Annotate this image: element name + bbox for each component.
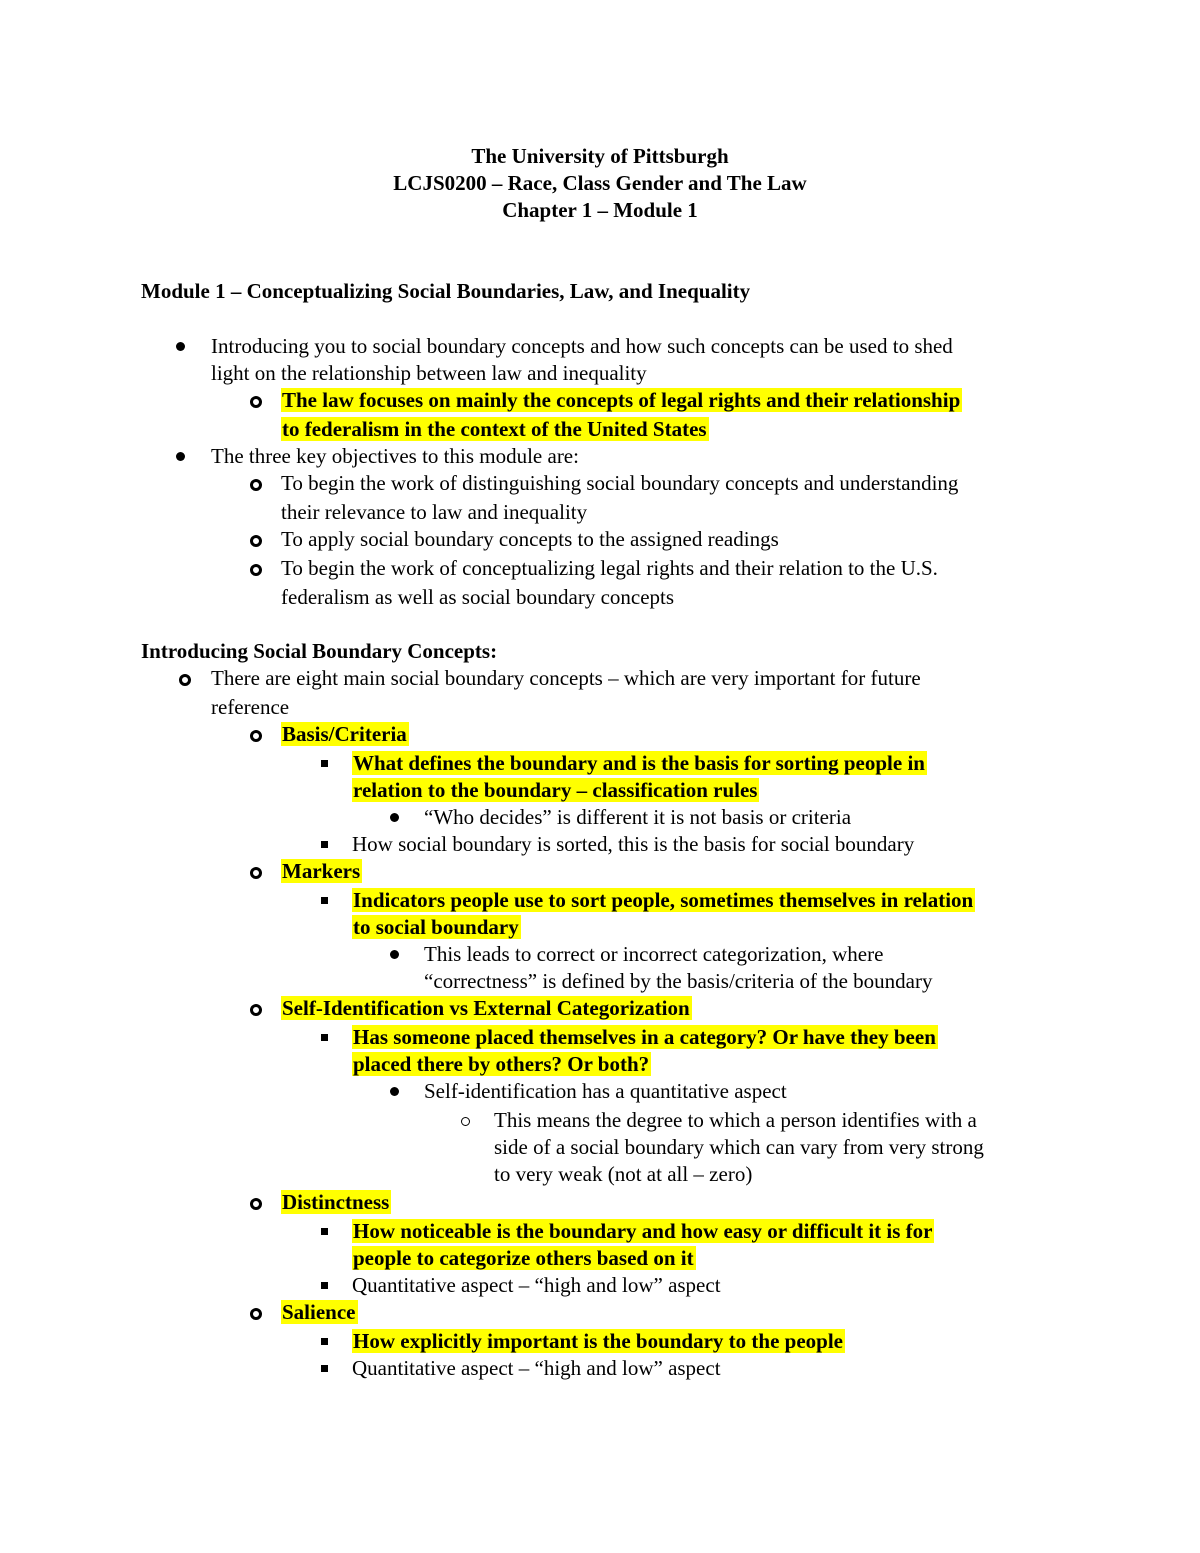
overview-item-1-line-1: Introducing you to social boundary concepts and how such concepts can be used to shed — [211, 334, 953, 358]
bullet-circle-icon — [249, 526, 261, 553]
distinct-extra: Quantitative aspect – “high and low” aspect — [352, 1273, 721, 1297]
highlighted-text: How noticeable is the boundary and how easy or difficult it is for — [353, 1219, 933, 1243]
selfid-sub-line-1: This means the degree to which a person identifies with a — [494, 1108, 977, 1132]
objective-3-line-2: federalism as well as social boundary concepts — [281, 585, 675, 609]
bullet-circle-icon — [249, 470, 261, 497]
highlighted-text: to social boundary — [353, 915, 519, 939]
basis-note: “Who decides” is different it is not basis or criteria — [424, 805, 852, 829]
concepts-heading: Introducing Social Boundary Concepts: — [141, 639, 498, 663]
bullet-circle-icon — [178, 665, 190, 692]
concepts-intro-line-1: There are eight main social boundary concepts – which are very important for future — [211, 666, 921, 690]
highlighted-text: people to categorize others based on it — [353, 1246, 694, 1270]
bullet-circle-icon — [249, 721, 261, 748]
highlighted-text: placed there by others? Or both? — [353, 1052, 650, 1076]
overview-item-2: The three key objectives to this module are: — [211, 444, 579, 468]
basis-extra: How social boundary is sorted, this is the basis for social boundary — [352, 832, 915, 856]
university-title: The University of Pittsburgh — [471, 144, 729, 168]
chapter-title: Chapter 1 – Module 1 — [502, 198, 698, 222]
selfid-sub-line-2: side of a social boundary which can vary from very strong — [494, 1135, 984, 1159]
highlighted-text: to federalism in the context of the United States — [282, 417, 707, 441]
objective-2: To apply social boundary concepts to the assigned readings — [281, 527, 779, 551]
bullet-circle-icon — [249, 995, 261, 1022]
bullet-hollow-circle-icon — [459, 1107, 471, 1134]
highlighted-text: Indicators people use to sort people, sometimes themselves in relation — [353, 888, 974, 912]
concept-title-self-identification: Self-Identification vs External Categorization — [282, 996, 690, 1020]
highlighted-text: How explicitly important is the boundary to the people — [353, 1329, 844, 1353]
bullet-dot-icon — [388, 804, 400, 831]
bullet-circle-icon — [249, 387, 261, 414]
concept-title-basis: Basis/Criteria — [282, 722, 407, 746]
concepts-intro-line-2: reference — [211, 695, 290, 719]
overview-item-1-line-2: light on the relationship between law and inequality — [211, 361, 647, 385]
bullet-square-icon — [319, 1328, 331, 1355]
salience-extra: Quantitative aspect – “high and low” aspect — [352, 1356, 721, 1380]
course-title: LCJS0200 – Race, Class Gender and The Law — [393, 171, 807, 195]
bullet-dot-icon — [388, 941, 400, 968]
bullet-square-icon — [319, 887, 331, 914]
bullet-dot-icon — [174, 333, 186, 360]
highlighted-text: Has someone placed themselves in a category? Or have they been — [353, 1025, 936, 1049]
selfid-note: Self-identification has a quantitative aspect — [424, 1079, 787, 1103]
bullet-square-icon — [319, 1218, 331, 1245]
highlighted-text: The law focuses on mainly the concepts of legal rights and their relationship — [282, 388, 961, 412]
bullet-circle-icon — [249, 1299, 261, 1326]
bullet-square-icon — [319, 1024, 331, 1051]
markers-note-line-2: “correctness” is defined by the basis/criteria of the boundary — [424, 969, 933, 993]
bullet-dot-icon — [174, 443, 186, 470]
module-heading: Module 1 – Conceptualizing Social Boundaries, Law, and Inequality — [141, 279, 751, 303]
concept-title-markers: Markers — [282, 859, 361, 883]
objective-1-line-2: their relevance to law and inequality — [281, 500, 588, 524]
markers-note-line-1: This leads to correct or incorrect categorization, where — [424, 942, 884, 966]
highlighted-text: What defines the boundary and is the basis for sorting people in — [353, 751, 925, 775]
bullet-square-icon — [319, 1355, 331, 1382]
concept-title-salience: Salience — [282, 1300, 356, 1324]
concept-title-distinctness: Distinctness — [282, 1190, 390, 1214]
bullet-dot-icon — [388, 1078, 400, 1105]
bullet-square-icon — [319, 1272, 331, 1299]
highlighted-text: relation to the boundary – classification rules — [353, 778, 758, 802]
bullet-square-icon — [319, 831, 331, 858]
objective-3-line-1: To begin the work of conceptualizing legal rights and their relation to the U.S. — [281, 556, 938, 580]
bullet-circle-icon — [249, 858, 261, 885]
selfid-sub-line-3: to very weak (not at all – zero) — [494, 1162, 753, 1186]
objective-1-line-1: To begin the work of distinguishing social boundary concepts and understanding — [281, 471, 959, 495]
bullet-circle-icon — [249, 555, 261, 582]
bullet-square-icon — [319, 750, 331, 777]
bullet-circle-icon — [249, 1189, 261, 1216]
